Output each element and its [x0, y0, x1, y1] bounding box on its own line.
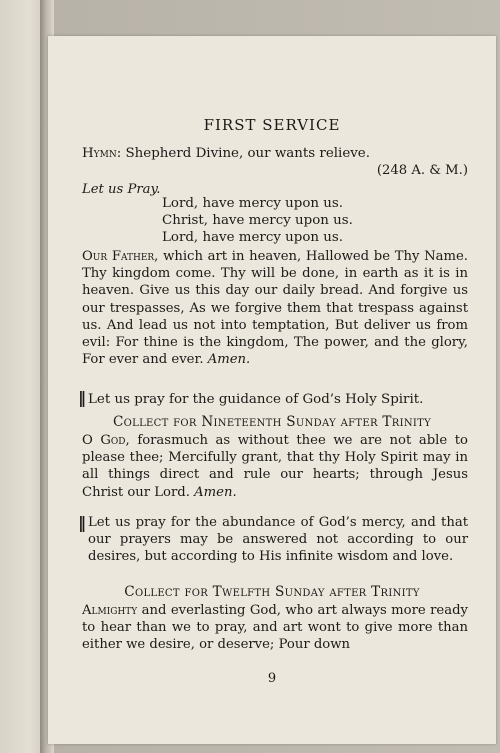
lords-prayer	[82, 248, 468, 368]
collect-twelfth-opening: Almighty	[82, 603, 138, 618]
pilcrow-icon: ‖	[78, 388, 86, 407]
bidding-mercy	[78, 514, 468, 565]
bidding-guidance-text: Let us pray for the guidance of God’s Holy Spirit.	[88, 392, 424, 407]
let-us-pray: Let us Pray.	[82, 182, 161, 197]
collect-nineteenth-opening: O God,	[82, 433, 130, 448]
collect-title-nineteenth: Collect for Nineteenth Sunday after Trinity	[112, 414, 432, 430]
lords-prayer-body: which art in heaven, Hallowed be Thy Name. Thy kingdom come. Thy will be done, in earth as it is in heaven. Give us this day our daily bread. And forgive us our trespasses, As we forgive them that trespass against us. And lead us not into temptation, But deliver us from evil: For thine is the kingdom, The power, and the glory, For ever and ever.	[82, 249, 468, 368]
hymn-reference: (248 A. & M.)	[376, 163, 468, 178]
collect-twelfth-body: and everlasting God, who art always more ready to hear than we to pray, and art wont to give more than either we desire, or deserve; Pour down	[82, 603, 468, 653]
bidding-guidance	[78, 388, 423, 407]
book-page	[48, 36, 496, 744]
lords-prayer-opening: Our Father,	[82, 249, 159, 264]
pilcrow-icon: ‖	[78, 513, 86, 532]
collect-nineteenth	[82, 432, 468, 501]
collect-nineteenth-body: forasmuch as without thee we are not able to please thee; Mercifully grant, that thy Holy Spirit may in all things direct and rule our hearts; through Jesus Christ our Lord.	[82, 433, 469, 500]
lords-prayer-amen: Amen.	[207, 352, 251, 368]
collect-title-twelfth: Collect for Twelfth Sunday after Trinity	[124, 584, 420, 600]
hymn-label: Hymn	[82, 146, 117, 161]
collect-twelfth	[82, 602, 468, 654]
hymn-title: Shepherd Divine, our wants relieve.	[125, 146, 370, 161]
response-line: Lord, have mercy upon us.	[162, 230, 344, 245]
response-line: Lord, have mercy upon us.	[162, 196, 344, 211]
page-number: 9	[267, 671, 277, 686]
hymn-line: Hymn: Shepherd Divine, our wants relieve.	[82, 146, 370, 161]
response-line: Christ, have mercy upon us.	[162, 213, 353, 228]
collect-nineteenth-amen: Amen.	[194, 484, 237, 500]
page-heading: FIRST SERVICE	[203, 116, 341, 134]
bidding-mercy-text: Let us pray for the abundance of God’s mercy, and that our prayers may be answered not according to our desires, but according to His infinite wisdom and love.	[88, 515, 468, 564]
